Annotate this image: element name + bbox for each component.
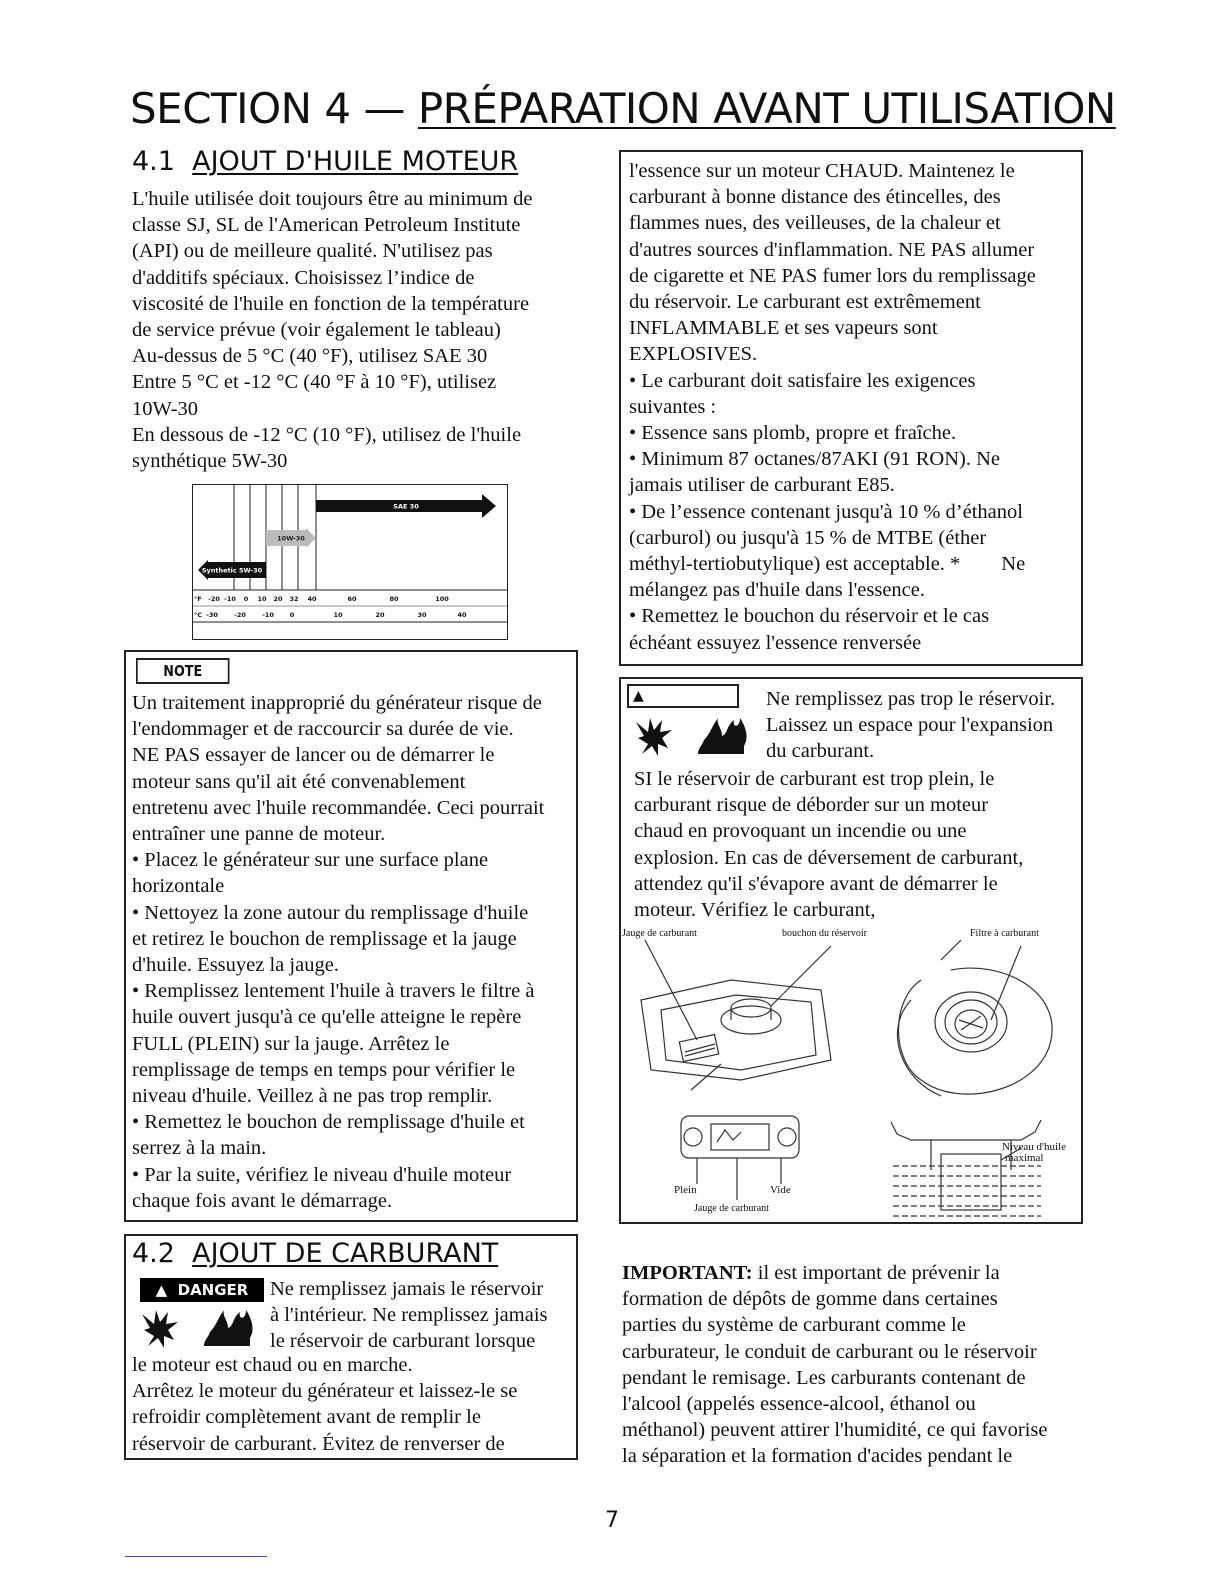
text-line: il est important de prévenir la (752, 1262, 1000, 1284)
text-line: Ne remplissez pas trop le réservoir. (766, 688, 1056, 710)
text-line: chaud en provoquant un incendie ou une (634, 820, 967, 843)
chart-tick-label: 40 (307, 595, 317, 603)
fuel-cap-base (721, 1006, 781, 1034)
chart-tick-label: 20 (273, 595, 283, 603)
chart-tick-label: 32 (289, 595, 299, 603)
fire-icon (698, 718, 747, 754)
chart-tick-label: -20 (208, 595, 220, 603)
chart-tick-label: 20 (375, 611, 385, 619)
chart-axis-label: °F (194, 595, 202, 603)
fire-icon (204, 1310, 253, 1346)
text-line: synthétique 5W-30 (132, 450, 288, 473)
fuel-filter-label: Filtre à carburant (970, 928, 1039, 939)
warning-triangle-icon: ▲ (155, 1281, 168, 1299)
text-line: Laissez un espace pour l'expansion (766, 714, 1054, 737)
text-line: d'autres sources d'inflammation. NE PAS allumer (629, 238, 1035, 261)
text-line: viscosité de l'huile en fonction de la température (132, 292, 530, 315)
chart-tick-label: -30 (206, 611, 218, 619)
text-line: la séparation et la formation d'acides pendant le (622, 1445, 1013, 1468)
empty-label: Vide (770, 1184, 791, 1196)
text-line: pendant le remisage. Les carburants contenant de (622, 1366, 1026, 1389)
text-line: et retirez le bouchon de remplissage et la jauge (132, 927, 517, 950)
text-line: refroidir complètement avant de remplir le (132, 1406, 481, 1429)
text-line: • Le carburant doit satisfaire les exigences (629, 369, 976, 392)
overfill-text (634, 766, 1074, 923)
text-line: En dessous de -12 °C (10 °F), utilisez de l'huile (132, 423, 522, 446)
text-line: d'additifs spéciaux. Choisissez l’indice de (132, 266, 475, 289)
text-line: huile ouvert jusqu'à ce qu'elle atteigne le repère (132, 1006, 522, 1029)
warning-text (766, 686, 1080, 765)
fuel-heading (132, 1238, 498, 1269)
section-title (130, 84, 1116, 133)
text-line: échéant essuyez l'essence renversée (629, 631, 922, 654)
text-line: Ne remplissez jamais le réservoir (270, 1278, 544, 1300)
chart-tick-label: 0 (243, 595, 249, 603)
page-number: 7 (605, 1508, 619, 1533)
text-line: mélangez pas d'huile dans l'essence. (629, 579, 925, 602)
chart-tick-label: 10 (333, 611, 343, 619)
note-label: NOTE (136, 658, 230, 684)
text-line: • Minimum 87 octanes/87AKI (91 RON). Ne (629, 448, 1001, 471)
text-line: l'essence sur un moteur CHAUD. Maintenez le (629, 160, 1015, 182)
text-line: réservoir de carburant. Évitez de renverser de (132, 1432, 505, 1455)
chart-axis-label: °C (194, 611, 203, 619)
text-line: L'huile utilisée doit toujours être au minimum de (132, 188, 533, 210)
text-line: 10W-30 (132, 397, 199, 420)
chart-bar-label: 10W-30 (277, 534, 305, 543)
fuel-illustration (621, 940, 1081, 1222)
text-line: • Nettoyez la zone autour du remplissage d'huile (132, 901, 529, 924)
text-line: suivantes : (629, 395, 717, 418)
chart-bars (198, 494, 496, 580)
text-line: attendez qu'il s'évapore avant de démarrer le (634, 872, 998, 895)
text-line: • Remplissez lentement l'huile à travers le filtre à (132, 980, 535, 1003)
text-line: carburateur, le conduit de carburant ou le réservoir (622, 1340, 1037, 1363)
text-line: l'alcool (appelés essence-alcool, éthanol ou (622, 1393, 976, 1416)
important-label: IMPORTANT: (622, 1262, 753, 1284)
filter-neck (935, 992, 1007, 1052)
chart-tick-label: -20 (234, 611, 246, 619)
text-line: méthyl-tertiobutylique) est acceptable. * Ne (629, 553, 1026, 576)
text-line: carburant risque de déborder sur un moteur (634, 794, 989, 817)
text-line: le réservoir de carburant lorsque (270, 1330, 536, 1353)
chart-tick-label: 0 (289, 611, 295, 619)
text-line: de cigarette et NE PAS fumer lors du remplissage (629, 264, 1036, 287)
oil-intro (132, 186, 582, 474)
oil-heading (132, 146, 518, 177)
text-line: de service prévue (voir également le tableau) (132, 319, 501, 342)
filter-outline (899, 968, 1053, 1094)
fuel-gauge-caption: Jauge de carburant (694, 1203, 769, 1214)
chart-bar-label: SAE 30 (393, 502, 419, 511)
text-line: moteur. Vérifiez le carburant, (634, 899, 876, 922)
text-line: jamais utiliser de carburant E85. (629, 474, 895, 497)
text-line: • Placez le générateur sur une surface plane (132, 849, 489, 872)
text-line: Entre 5 °C et -12 °C (40 °F à 10 °F), utilisez (132, 371, 497, 394)
fuel-heading-title: AJOUT DE CARBURANT (192, 1238, 499, 1269)
viscosity-chart (192, 484, 508, 640)
text-line: à l'intérieur. Ne remplissez jamais (270, 1304, 548, 1327)
text-line: NE PAS essayer de lancer ou de démarrer le (132, 744, 495, 767)
footer-rule (125, 1556, 267, 1557)
chart-tick-label: 10 (257, 595, 267, 603)
oil-dipstick (941, 1154, 1001, 1210)
chart-tick-label: 40 (457, 611, 467, 619)
text-line: explosion. En cas de déversement de carburant, (634, 846, 1024, 869)
fuel-continued-text (629, 158, 1081, 656)
text-line: remplissage de temps en temps pour vérifier le (132, 1058, 516, 1081)
max-oil-label-2: maximal (1005, 1152, 1044, 1164)
text-line: parties du système de carburant comme le (622, 1314, 966, 1337)
text-line: entretenu avec l'huile recommandée. Ceci pourrait (132, 796, 545, 819)
text-line: classe SJ, SL de l'American Petroleum Institute (132, 214, 521, 237)
fuel-text (132, 1352, 572, 1457)
warning-triangle-icon: ▲ (633, 688, 644, 704)
text-line: chaque fois avant le démarrage. (132, 1189, 393, 1212)
text-line: • De l’essence contenant jusqu'à 10 % d’éthanol (629, 500, 1023, 523)
text-line: du carburant. (766, 740, 875, 763)
text-line: moteur sans qu'il ait été convenablement (132, 770, 466, 793)
section-heading: PRÉPARATION AVANT UTILISATION (417, 84, 1116, 133)
text-line: • Remettez le bouchon du réservoir et le cas (629, 605, 990, 628)
text-line: (carburol) ou jusqu'à 15 % de MTBE (éther (629, 526, 987, 549)
chart-tick-label: 80 (389, 595, 399, 603)
oil-heading-title: AJOUT D'HUILE MOTEUR (192, 146, 519, 177)
text-line: • Remettez le bouchon de remplissage d'huile et (132, 1111, 525, 1134)
danger-text (270, 1276, 570, 1355)
important-text (622, 1260, 1082, 1470)
text-line: SI le réservoir de carburant est trop plein, le (634, 768, 995, 790)
chart-ticks (194, 595, 467, 619)
text-line: du réservoir. Le carburant est extrêmement (629, 291, 981, 314)
explosion-icon (142, 1310, 178, 1348)
text-line: (API) ou de meilleure qualité. N'utilisez pas (132, 240, 493, 263)
text-line: formation de dépôts de gomme dans certaines (622, 1288, 998, 1311)
chart-tick-label: 30 (417, 611, 427, 619)
max-oil-label: Niveau d'huile (1002, 1141, 1066, 1153)
text-line: serrez à la main. (132, 1137, 267, 1160)
text-line: horizontale (132, 875, 225, 898)
chart-bar-label: Synthetic 5W-30 (201, 566, 263, 575)
text-line: Un traitement inapproprié du générateur risque de (132, 692, 542, 714)
fuel-gauge-label: Jauge de carburant (622, 928, 697, 939)
fuel-gauge (681, 1116, 799, 1158)
chart-tick-label: -10 (262, 611, 274, 619)
text-line: • Par la suite, vérifiez le niveau d'huile moteur (132, 1163, 512, 1186)
explosion-fire-icon (632, 714, 762, 758)
text-line: niveau d'huile. Veillez à ne pas trop remplir. (132, 1085, 493, 1108)
text-line: EXPLOSIVES. (629, 343, 758, 366)
text-line: d'huile. Essuyez la jauge. (132, 954, 339, 977)
oil-fill-neck (891, 1120, 1041, 1140)
text-line: l'endommager et de raccourcir sa durée de vie. (132, 718, 514, 741)
chart-tick-label: 100 (435, 595, 449, 603)
text-line: le moteur est chaud ou en marche. (132, 1354, 413, 1376)
note-text (132, 690, 578, 1214)
chart-tick-label: -10 (224, 595, 236, 603)
text-line: entraîner une panne de moteur. (132, 823, 386, 846)
text-line: Au-dessus de 5 °C (40 °F), utilisez SAE 30 (132, 345, 488, 368)
danger-label: DANGER (177, 1281, 249, 1299)
danger-badge (140, 1278, 264, 1302)
text-line: carburant à bonne distance des étincelles, des (629, 186, 1001, 209)
fuel-cap-label: bouchon du réservoir (782, 928, 867, 939)
section-prefix: SECTION 4 — (130, 84, 418, 133)
warning-badge (627, 684, 739, 708)
fuel-heading-num: 4.2 (132, 1238, 175, 1269)
chart-tick-label: 60 (347, 595, 357, 603)
explosion-fire-icon (138, 1306, 268, 1350)
full-label: Plein (674, 1184, 697, 1196)
text-line: méthanol) peuvent attirer l'humidité, ce qui favorise (622, 1419, 1048, 1442)
text-line: FULL (PLEIN) sur la jauge. Arrêtez le (132, 1032, 450, 1055)
text-line: Arrêtez le moteur du générateur et laissez-le se (132, 1380, 518, 1403)
explosion-icon (636, 718, 672, 756)
text-line: • Essence sans plomb, propre et fraîche. (629, 422, 957, 445)
text-line: flammes nues, des veilleuses, de la chaleur et (629, 212, 1001, 235)
oil-heading-num: 4.1 (132, 146, 175, 177)
text-line: INFLAMMABLE et ses vapeurs sont (629, 317, 938, 340)
